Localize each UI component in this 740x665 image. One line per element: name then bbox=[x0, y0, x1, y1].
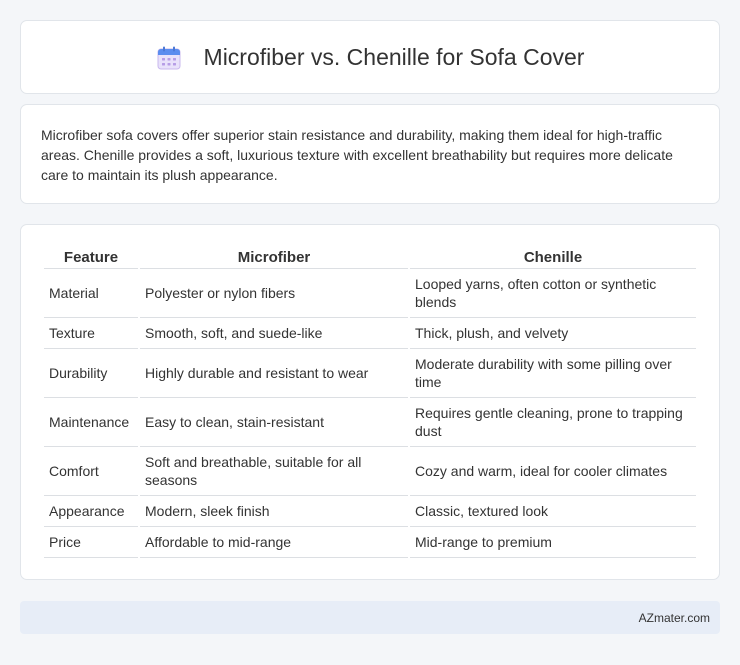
cell-chenille: Mid-range to premium bbox=[410, 527, 696, 558]
cell-microfiber: Modern, sleek finish bbox=[140, 496, 408, 527]
cell-chenille: Looped yarns, often cotton or synthetic blends bbox=[410, 269, 696, 318]
summary-text: Microfiber sofa covers offer superior stain resistance and durability, making them ideal for high-traffic areas. Chenille provides a soft, luxurious texture with excellent breathability but requires more delicate care to maintain its plush appearance. bbox=[41, 127, 673, 183]
table-header-row bbox=[44, 245, 696, 269]
column-header-feature: Feature bbox=[44, 245, 138, 269]
footer-brand: AZmater.com bbox=[638, 610, 710, 625]
cell-chenille: Thick, plush, and velvety bbox=[410, 318, 696, 349]
table-row bbox=[44, 269, 696, 318]
summary-card bbox=[20, 104, 720, 204]
column-header-chenille: Chenille bbox=[410, 245, 696, 269]
table-row bbox=[44, 398, 696, 447]
comparison-table bbox=[42, 245, 698, 558]
column-header-microfiber: Microfiber bbox=[140, 245, 408, 269]
cell-feature: Comfort bbox=[44, 447, 138, 496]
cell-microfiber: Polyester or nylon fibers bbox=[140, 269, 408, 318]
page-title: Microfiber vs. Chenille for Sofa Cover bbox=[203, 43, 585, 70]
cell-microfiber: Affordable to mid-range bbox=[140, 527, 408, 558]
cell-feature: Material bbox=[44, 269, 138, 318]
cell-microfiber: Highly durable and resistant to wear bbox=[140, 349, 408, 398]
cell-microfiber: Soft and breathable, suitable for all seasons bbox=[140, 447, 408, 496]
cell-chenille: Requires gentle cleaning, prone to trapping dust bbox=[410, 398, 696, 447]
cell-microfiber: Easy to clean, stain-resistant bbox=[140, 398, 408, 447]
table-row bbox=[44, 318, 696, 349]
cell-feature: Maintenance bbox=[44, 398, 138, 447]
cell-feature: Appearance bbox=[44, 496, 138, 527]
cell-feature: Texture bbox=[44, 318, 138, 349]
calendar-icon bbox=[156, 45, 182, 71]
cell-chenille: Cozy and warm, ideal for cooler climates bbox=[410, 447, 696, 496]
cell-chenille: Classic, textured look bbox=[410, 496, 696, 527]
table-row bbox=[44, 447, 696, 496]
table-row bbox=[44, 349, 696, 398]
table-row bbox=[44, 496, 696, 527]
cell-microfiber: Smooth, soft, and suede-like bbox=[140, 318, 408, 349]
cell-feature: Durability bbox=[44, 349, 138, 398]
cell-feature: Price bbox=[44, 527, 138, 558]
footer bbox=[20, 601, 720, 634]
comparison-table-card bbox=[20, 224, 720, 580]
cell-chenille: Moderate durability with some pilling over time bbox=[410, 349, 696, 398]
table-row bbox=[44, 527, 696, 558]
title-card bbox=[20, 20, 720, 94]
